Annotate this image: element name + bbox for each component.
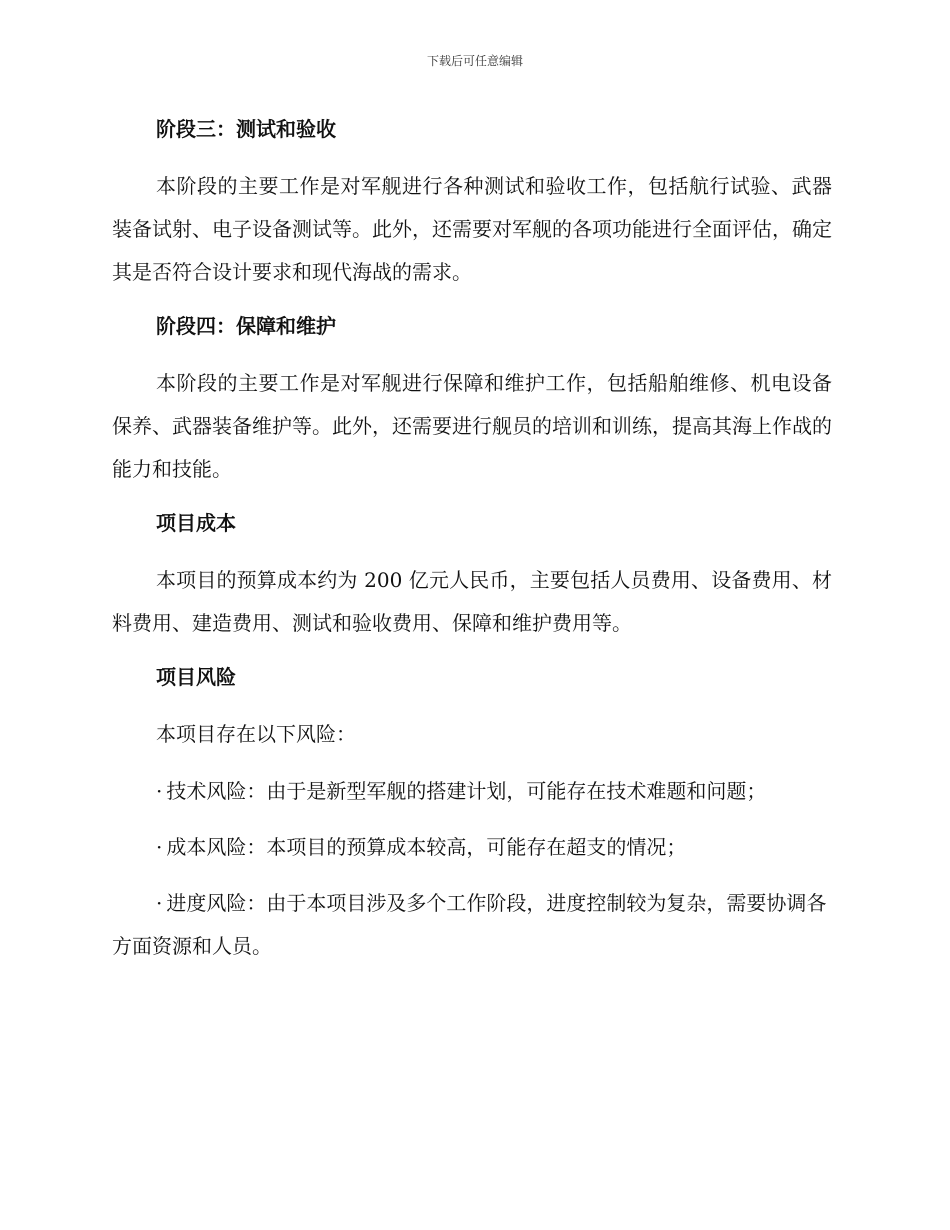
risk-item <box>112 770 832 813</box>
stage3-heading: 阶段三：测试和验收 <box>156 117 336 141</box>
risk-item <box>112 882 832 968</box>
stage3-paragraph: 本阶段的主要工作是对军舰进行各种测试和验收工作，包括航行试验、武器装备试射、电子设备测试等。此外，还需要对军舰的各项功能进行全面评估，确定其是否符合设计要求和现代海战的需求。 <box>112 174 832 284</box>
risk-heading: 项目风险 <box>156 665 236 689</box>
stage4-heading: 阶段四：保障和维护 <box>156 314 336 338</box>
page-header-note: 下载后可任意编辑 <box>426 54 523 68</box>
risk-intro: 本项目存在以下风险： <box>156 722 356 746</box>
cost-heading: 项目成本 <box>156 511 236 535</box>
risk-item-text: 技术风险：由于是新型军舰的搭建计划，可能存在技术难题和问题； <box>166 779 767 803</box>
bullet-icon: · <box>156 835 163 859</box>
bullet-icon: · <box>156 891 163 915</box>
bullet-icon: · <box>156 779 163 803</box>
risk-item-text: 进度风险：由于本项目涉及多个工作阶段，进度控制较为复杂，需要协调各方面资源和人员。 <box>112 891 827 958</box>
risk-item-text: 成本风险：本项目的预算成本较高，可能存在超支的情况； <box>166 835 687 859</box>
document-body <box>112 110 832 981</box>
stage4-paragraph: 本阶段的主要工作是对军舰进行保障和维护工作，包括船舶维修、机电设备保养、武器装备维护等。此外，还需要进行舰员的培训和训练，提高其海上作战的能力和技能。 <box>112 371 832 481</box>
cost-paragraph: 本项目的预算成本约为 200 亿元人民币，主要包括人员费用、设备费用、材料费用、建造费用、测试和验收费用、保障和维护费用等。 <box>112 568 832 635</box>
risk-item <box>112 826 832 869</box>
